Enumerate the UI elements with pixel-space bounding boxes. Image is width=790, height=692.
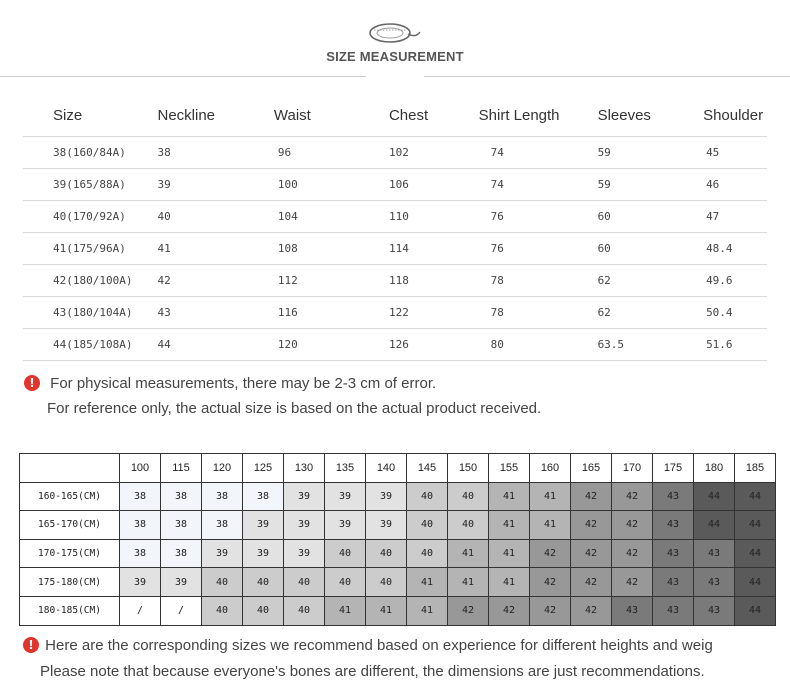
cell-shirt-length: 78: [441, 264, 568, 296]
height-label: 160-165(CM): [20, 482, 120, 511]
table-row: [23, 232, 767, 264]
size-cell: 40: [407, 511, 448, 540]
weight-header: 130: [284, 454, 325, 483]
size-cell: 40: [448, 482, 489, 511]
size-cell: 41: [489, 482, 530, 511]
size-cell: 43: [694, 568, 735, 597]
cell-sleeves: 59: [568, 136, 672, 168]
recommendation-note: [23, 636, 713, 654]
weight-header: 185: [735, 454, 776, 483]
cell-waist: 108: [238, 232, 349, 264]
grid-row: [20, 511, 776, 540]
cell-neckline: 44: [132, 328, 237, 360]
weight-header: 170: [612, 454, 653, 483]
size-measurement-table: [23, 96, 767, 361]
column-header-size: Size: [23, 96, 132, 136]
size-cell: 38: [161, 482, 202, 511]
size-table-header-row: [23, 96, 767, 136]
cell-chest: 106: [349, 168, 441, 200]
size-cell: 38: [120, 482, 161, 511]
size-cell: 43: [694, 539, 735, 568]
grid-row: [20, 539, 776, 568]
table-row: [23, 328, 767, 360]
size-cell: 40: [202, 568, 243, 597]
cell-shirt-length: 76: [441, 232, 568, 264]
grid-row: [20, 482, 776, 511]
size-cell: 40: [366, 539, 407, 568]
cell-neckline: 39: [132, 168, 237, 200]
size-cell: 39: [325, 511, 366, 540]
size-cell: 44: [735, 539, 776, 568]
table-row: [23, 200, 767, 232]
measuring-tape-icon: [366, 22, 422, 44]
size-cell: 39: [243, 539, 284, 568]
size-cell: 40: [202, 596, 243, 625]
height-label: 165-170(CM): [20, 511, 120, 540]
weight-header: 145: [407, 454, 448, 483]
weight-header: 100: [120, 454, 161, 483]
size-cell: 44: [694, 482, 735, 511]
height-label: 175-180(CM): [20, 568, 120, 597]
grid-header-row: [20, 454, 776, 483]
cell-size: 43(180/104A): [23, 296, 132, 328]
cell-sleeves: 62: [568, 296, 672, 328]
cell-shoulder: 46: [671, 168, 767, 200]
size-cell: 38: [243, 482, 284, 511]
cell-neckline: 43: [132, 296, 237, 328]
size-cell: 42: [571, 539, 612, 568]
cell-size: 38(160/84A): [23, 136, 132, 168]
size-cell: 40: [448, 511, 489, 540]
cell-size: 41(175/96A): [23, 232, 132, 264]
cell-sleeves: 59: [568, 168, 672, 200]
size-cell: 39: [202, 539, 243, 568]
column-header-shoulder: Shoulder: [671, 96, 767, 136]
table-row: [23, 136, 767, 168]
size-cell: 39: [284, 511, 325, 540]
size-cell: 39: [120, 568, 161, 597]
weight-header: 160: [530, 454, 571, 483]
weight-header: 165: [571, 454, 612, 483]
size-cell: 39: [284, 482, 325, 511]
size-cell: 43: [612, 596, 653, 625]
size-cell: 44: [694, 511, 735, 540]
weight-header: 180: [694, 454, 735, 483]
cell-waist: 104: [238, 200, 349, 232]
cell-size: 39(165/88A): [23, 168, 132, 200]
column-header-chest: Chest: [349, 96, 441, 136]
size-cell: 40: [284, 596, 325, 625]
weight-header: 150: [448, 454, 489, 483]
weight-header: 140: [366, 454, 407, 483]
cell-waist: 96: [238, 136, 349, 168]
size-cell: 43: [653, 482, 694, 511]
size-cell: 41: [407, 568, 448, 597]
size-cell: 38: [202, 511, 243, 540]
weight-header: 115: [161, 454, 202, 483]
size-cell: 40: [366, 568, 407, 597]
cell-chest: 118: [349, 264, 441, 296]
cell-waist: 100: [238, 168, 349, 200]
size-cell: 41: [407, 596, 448, 625]
size-cell: 44: [735, 482, 776, 511]
cell-shirt-length: 74: [441, 168, 568, 200]
height-label: 180-185(CM): [20, 596, 120, 625]
exclamation-icon: !: [23, 637, 39, 653]
weight-header: 125: [243, 454, 284, 483]
exclamation-icon: !: [24, 375, 40, 391]
size-cell: 43: [653, 511, 694, 540]
cell-neckline: 42: [132, 264, 237, 296]
size-cell: 41: [448, 568, 489, 597]
cell-chest: 110: [349, 200, 441, 232]
size-cell: 39: [161, 568, 202, 597]
size-cell: 38: [202, 482, 243, 511]
error-note: [24, 374, 436, 392]
size-cell: 42: [530, 568, 571, 597]
size-cell: 41: [366, 596, 407, 625]
cell-size: 40(170/92A): [23, 200, 132, 232]
cell-shoulder: 51.6: [671, 328, 767, 360]
size-cell: 40: [325, 539, 366, 568]
size-cell: 41: [489, 511, 530, 540]
size-cell: 39: [243, 511, 284, 540]
size-cell: 38: [161, 539, 202, 568]
size-cell: 42: [612, 568, 653, 597]
cell-chest: 114: [349, 232, 441, 264]
height-label: 170-175(CM): [20, 539, 120, 568]
weight-header: 175: [653, 454, 694, 483]
cell-shoulder: 48.4: [671, 232, 767, 264]
cell-size: 42(180/100A): [23, 264, 132, 296]
header-divider-gap: [366, 70, 424, 82]
size-cell: 41: [530, 511, 571, 540]
cell-shirt-length: 80: [441, 328, 568, 360]
size-cell: 40: [243, 596, 284, 625]
size-cell: 40: [407, 482, 448, 511]
cell-shirt-length: 74: [441, 136, 568, 168]
column-header-neckline: Neckline: [132, 96, 237, 136]
size-cell: 44: [735, 596, 776, 625]
size-cell: /: [161, 596, 202, 625]
section-title: SIZE MEASUREMENT: [326, 49, 464, 64]
size-cell: 38: [161, 511, 202, 540]
size-recommendation-grid: [19, 453, 776, 626]
size-cell: 40: [284, 568, 325, 597]
cell-chest: 122: [349, 296, 441, 328]
cell-sleeves: 63.5: [568, 328, 672, 360]
size-cell: 39: [366, 511, 407, 540]
error-note-text: For physical measurements, there may be 2-3 cm of error.: [50, 374, 437, 392]
table-row: [23, 264, 767, 296]
size-cell: 41: [530, 482, 571, 511]
cell-size: 44(185/108A): [23, 328, 132, 360]
size-cell: 42: [612, 482, 653, 511]
cell-sleeves: 60: [568, 200, 672, 232]
size-cell: 43: [653, 568, 694, 597]
size-cell: 42: [571, 596, 612, 625]
size-cell: 43: [653, 539, 694, 568]
recommendation-note-text: Here are the corresponding sizes we recommend based on experience for different heights and weig: [45, 636, 713, 654]
cell-shoulder: 45: [671, 136, 767, 168]
size-cell: 42: [489, 596, 530, 625]
cell-shoulder: 47: [671, 200, 767, 232]
cell-neckline: 38: [132, 136, 237, 168]
column-header-sleeves: Sleeves: [568, 96, 672, 136]
cell-chest: 126: [349, 328, 441, 360]
size-cell: 42: [448, 596, 489, 625]
weight-header: 135: [325, 454, 366, 483]
size-cell: 39: [325, 482, 366, 511]
cell-neckline: 41: [132, 232, 237, 264]
cell-sleeves: 60: [568, 232, 672, 264]
size-cell: /: [120, 596, 161, 625]
size-cell: 42: [571, 482, 612, 511]
size-cell: 41: [325, 596, 366, 625]
cell-shirt-length: 76: [441, 200, 568, 232]
weight-header: 155: [489, 454, 530, 483]
grid-row: [20, 596, 776, 625]
cell-shoulder: 50.4: [671, 296, 767, 328]
cell-waist: 116: [238, 296, 349, 328]
column-header-waist: Waist: [238, 96, 349, 136]
size-cell: 40: [243, 568, 284, 597]
table-row: [23, 296, 767, 328]
cell-waist: 120: [238, 328, 349, 360]
column-header-shirt-length: Shirt Length: [441, 96, 568, 136]
cell-chest: 102: [349, 136, 441, 168]
size-cell: 39: [366, 482, 407, 511]
size-cell: 42: [571, 511, 612, 540]
size-cell: 42: [530, 539, 571, 568]
size-cell: 43: [694, 596, 735, 625]
cell-shoulder: 49.6: [671, 264, 767, 296]
size-cell: 41: [448, 539, 489, 568]
size-cell: 40: [325, 568, 366, 597]
reference-note: For reference only, the actual size is based on the actual product received.: [47, 400, 542, 417]
size-cell: 41: [489, 568, 530, 597]
size-cell: 42: [612, 539, 653, 568]
cell-neckline: 40: [132, 200, 237, 232]
size-cell: 44: [735, 511, 776, 540]
size-cell: 43: [653, 596, 694, 625]
disclaimer-note: Please note that because everyone's bones are different, the dimensions are just recommendations.: [40, 663, 705, 680]
cell-sleeves: 62: [568, 264, 672, 296]
size-cell: 41: [489, 539, 530, 568]
size-cell: 44: [735, 568, 776, 597]
cell-waist: 112: [238, 264, 349, 296]
cell-shirt-length: 78: [441, 296, 568, 328]
size-cell: 42: [612, 511, 653, 540]
size-cell: 42: [530, 596, 571, 625]
size-cell: 38: [120, 539, 161, 568]
size-cell: 38: [120, 511, 161, 540]
size-cell: 40: [407, 539, 448, 568]
size-cell: 39: [284, 539, 325, 568]
table-row: [23, 168, 767, 200]
grid-corner-cell: [20, 454, 120, 483]
grid-row: [20, 568, 776, 597]
size-cell: 42: [571, 568, 612, 597]
weight-header: 120: [202, 454, 243, 483]
